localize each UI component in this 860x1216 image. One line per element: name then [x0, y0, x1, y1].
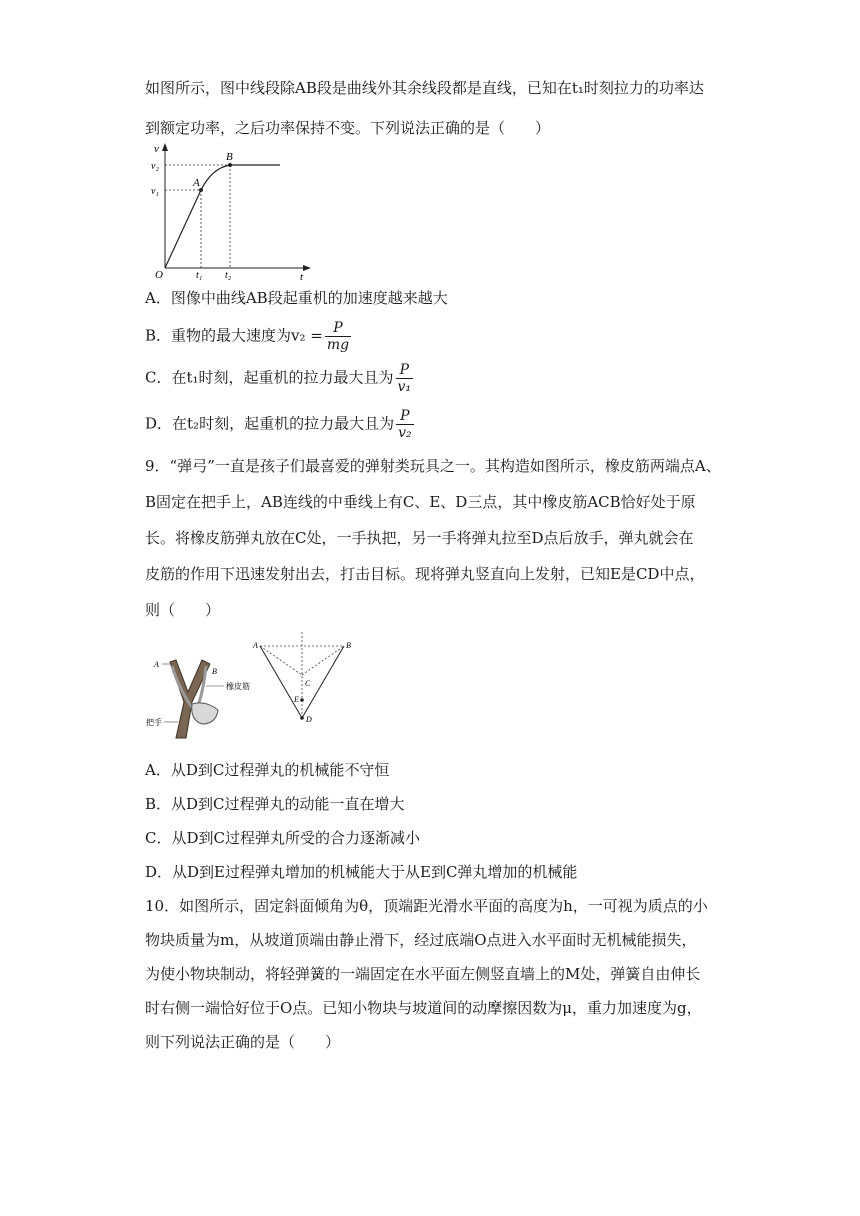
q8-option-c [145, 362, 413, 395]
diagram-label-c: C [305, 679, 311, 688]
diagram-label-d: D [306, 715, 312, 724]
q9-option-b: B．从D到C过程弹丸的动能一直在增大 [145, 795, 405, 813]
q8-intro-line-1: 如图所示，图中线段除AB段是曲线外其余线段都是直线，已知在t₁时刻拉力的功率达 [145, 79, 704, 97]
q9-line-3: 长。将橡皮筋弹丸放在C处，一手执把，另一手将弹丸拉至D点后放手，弹丸就会在 [145, 529, 694, 547]
q10-line-3: 为使小物块制动，将轻弹簧的一端固定在水平面左侧竖直墙上的M处，弹簧自由伸长 [145, 965, 701, 983]
slingshot-pouch [192, 703, 218, 724]
q8-intro-line-2: 到额定功率，之后功率保持不变。下列说法正确的是（ ） [145, 119, 551, 137]
q8-option-b-denominator: mg [326, 337, 350, 353]
segment-oa [165, 190, 201, 268]
t1-label: t₁ [196, 270, 203, 280]
q8-option-c-fraction [396, 362, 414, 395]
q9-option-a: A．从D到C过程弹丸的机械能不守恒 [145, 761, 390, 779]
q9-line-2: B固定在把手上，AB连线的中垂线上有C、E、D三点，其中橡皮筋ACB恰好处于原 [145, 493, 696, 511]
slingshot-label-b: B [212, 667, 217, 676]
origin-label: O [155, 269, 163, 280]
diagram-label-e: E [294, 695, 299, 704]
velocity-time-graph [140, 140, 320, 280]
q10-line-2: 物块质量为m，从坡道顶端由静止滑下，经过底端O点进入水平面时无机械能损失， [145, 931, 697, 949]
point-e-dot [300, 698, 304, 702]
v1-label: v₁ [151, 186, 159, 197]
slingshot-label-a: A [154, 660, 159, 669]
t2-label: t₂ [225, 270, 232, 280]
q9-line-5: 则（ ） [145, 601, 221, 619]
q9-line-4: 皮筋的作用下迅速发射出去，打击目标。现将弹丸竖直向上发射，已知E是CD中点， [145, 565, 705, 583]
q8-option-b-fraction [325, 320, 351, 353]
q8-option-a: A．图像中曲线AB段起重机的加速度越来越大 [145, 289, 448, 307]
q9-option-d: D．从D到E过程弹丸增加的机械能大于从E到C弹丸增加的机械能 [145, 863, 578, 881]
q10-line-4: 时右侧一端恰好位于O点。已知小物块与坡道间的动摩擦因数为μ，重力加速度为g， [145, 999, 702, 1017]
v-axis-arrow [162, 143, 168, 151]
q10-line-5: 则下列说法正确的是（ ） [145, 1033, 341, 1051]
v-axis-label: v [154, 143, 159, 155]
slingshot-geometry-diagram [250, 630, 360, 730]
diagram-label-b: B [346, 641, 351, 650]
v2-label: v₂ [151, 161, 159, 172]
band-cb [302, 646, 344, 675]
q8-option-d [145, 408, 414, 441]
slingshot-label-rubber: 橡皮筋 [226, 682, 250, 691]
slingshot-illustration [140, 640, 265, 740]
t-axis-label: t [300, 271, 304, 280]
t-axis-arrow [303, 265, 311, 271]
q8-option-c-text: C．在t₁时刻，起重机的拉力最大且为 [145, 368, 394, 387]
point-b-dot [228, 163, 232, 167]
diagram-label-a: A [253, 641, 258, 650]
q8-option-c-numerator: P [396, 362, 414, 379]
band-ad [260, 646, 302, 718]
q9-option-c: C．从D到C过程弹丸所受的合力逐渐减小 [145, 829, 420, 847]
q8-option-c-denominator: v₁ [397, 379, 412, 395]
q8-option-b-text: B．重物的最大速度为v₂ = [145, 326, 323, 345]
q8-option-d-fraction [396, 408, 414, 441]
band-ac [260, 646, 302, 675]
point-b-label: B [226, 151, 233, 163]
curve-ab [201, 165, 230, 190]
q8-option-d-denominator: v₂ [398, 425, 412, 441]
q8-option-d-numerator: P [396, 408, 414, 425]
q10-line-1: 10．如图所示，固定斜面倾角为θ，顶端距光滑水平面的高度为h，一可视为质点的小 [145, 897, 708, 915]
q9-line-1: 9．“弹弓”一直是孩子们最喜爱的弹射类玩具之一。其构造如图所示，橡皮筋两端点A、 [145, 457, 721, 475]
q8-option-d-text: D．在t₂时刻，起重机的拉力最大且为 [145, 414, 395, 433]
slingshot-label-handle: 把手 [146, 718, 162, 727]
point-d-dot [300, 716, 304, 720]
q8-option-b-numerator: P [325, 320, 351, 337]
point-a-label: A [193, 177, 200, 189]
q8-option-b [145, 320, 351, 353]
